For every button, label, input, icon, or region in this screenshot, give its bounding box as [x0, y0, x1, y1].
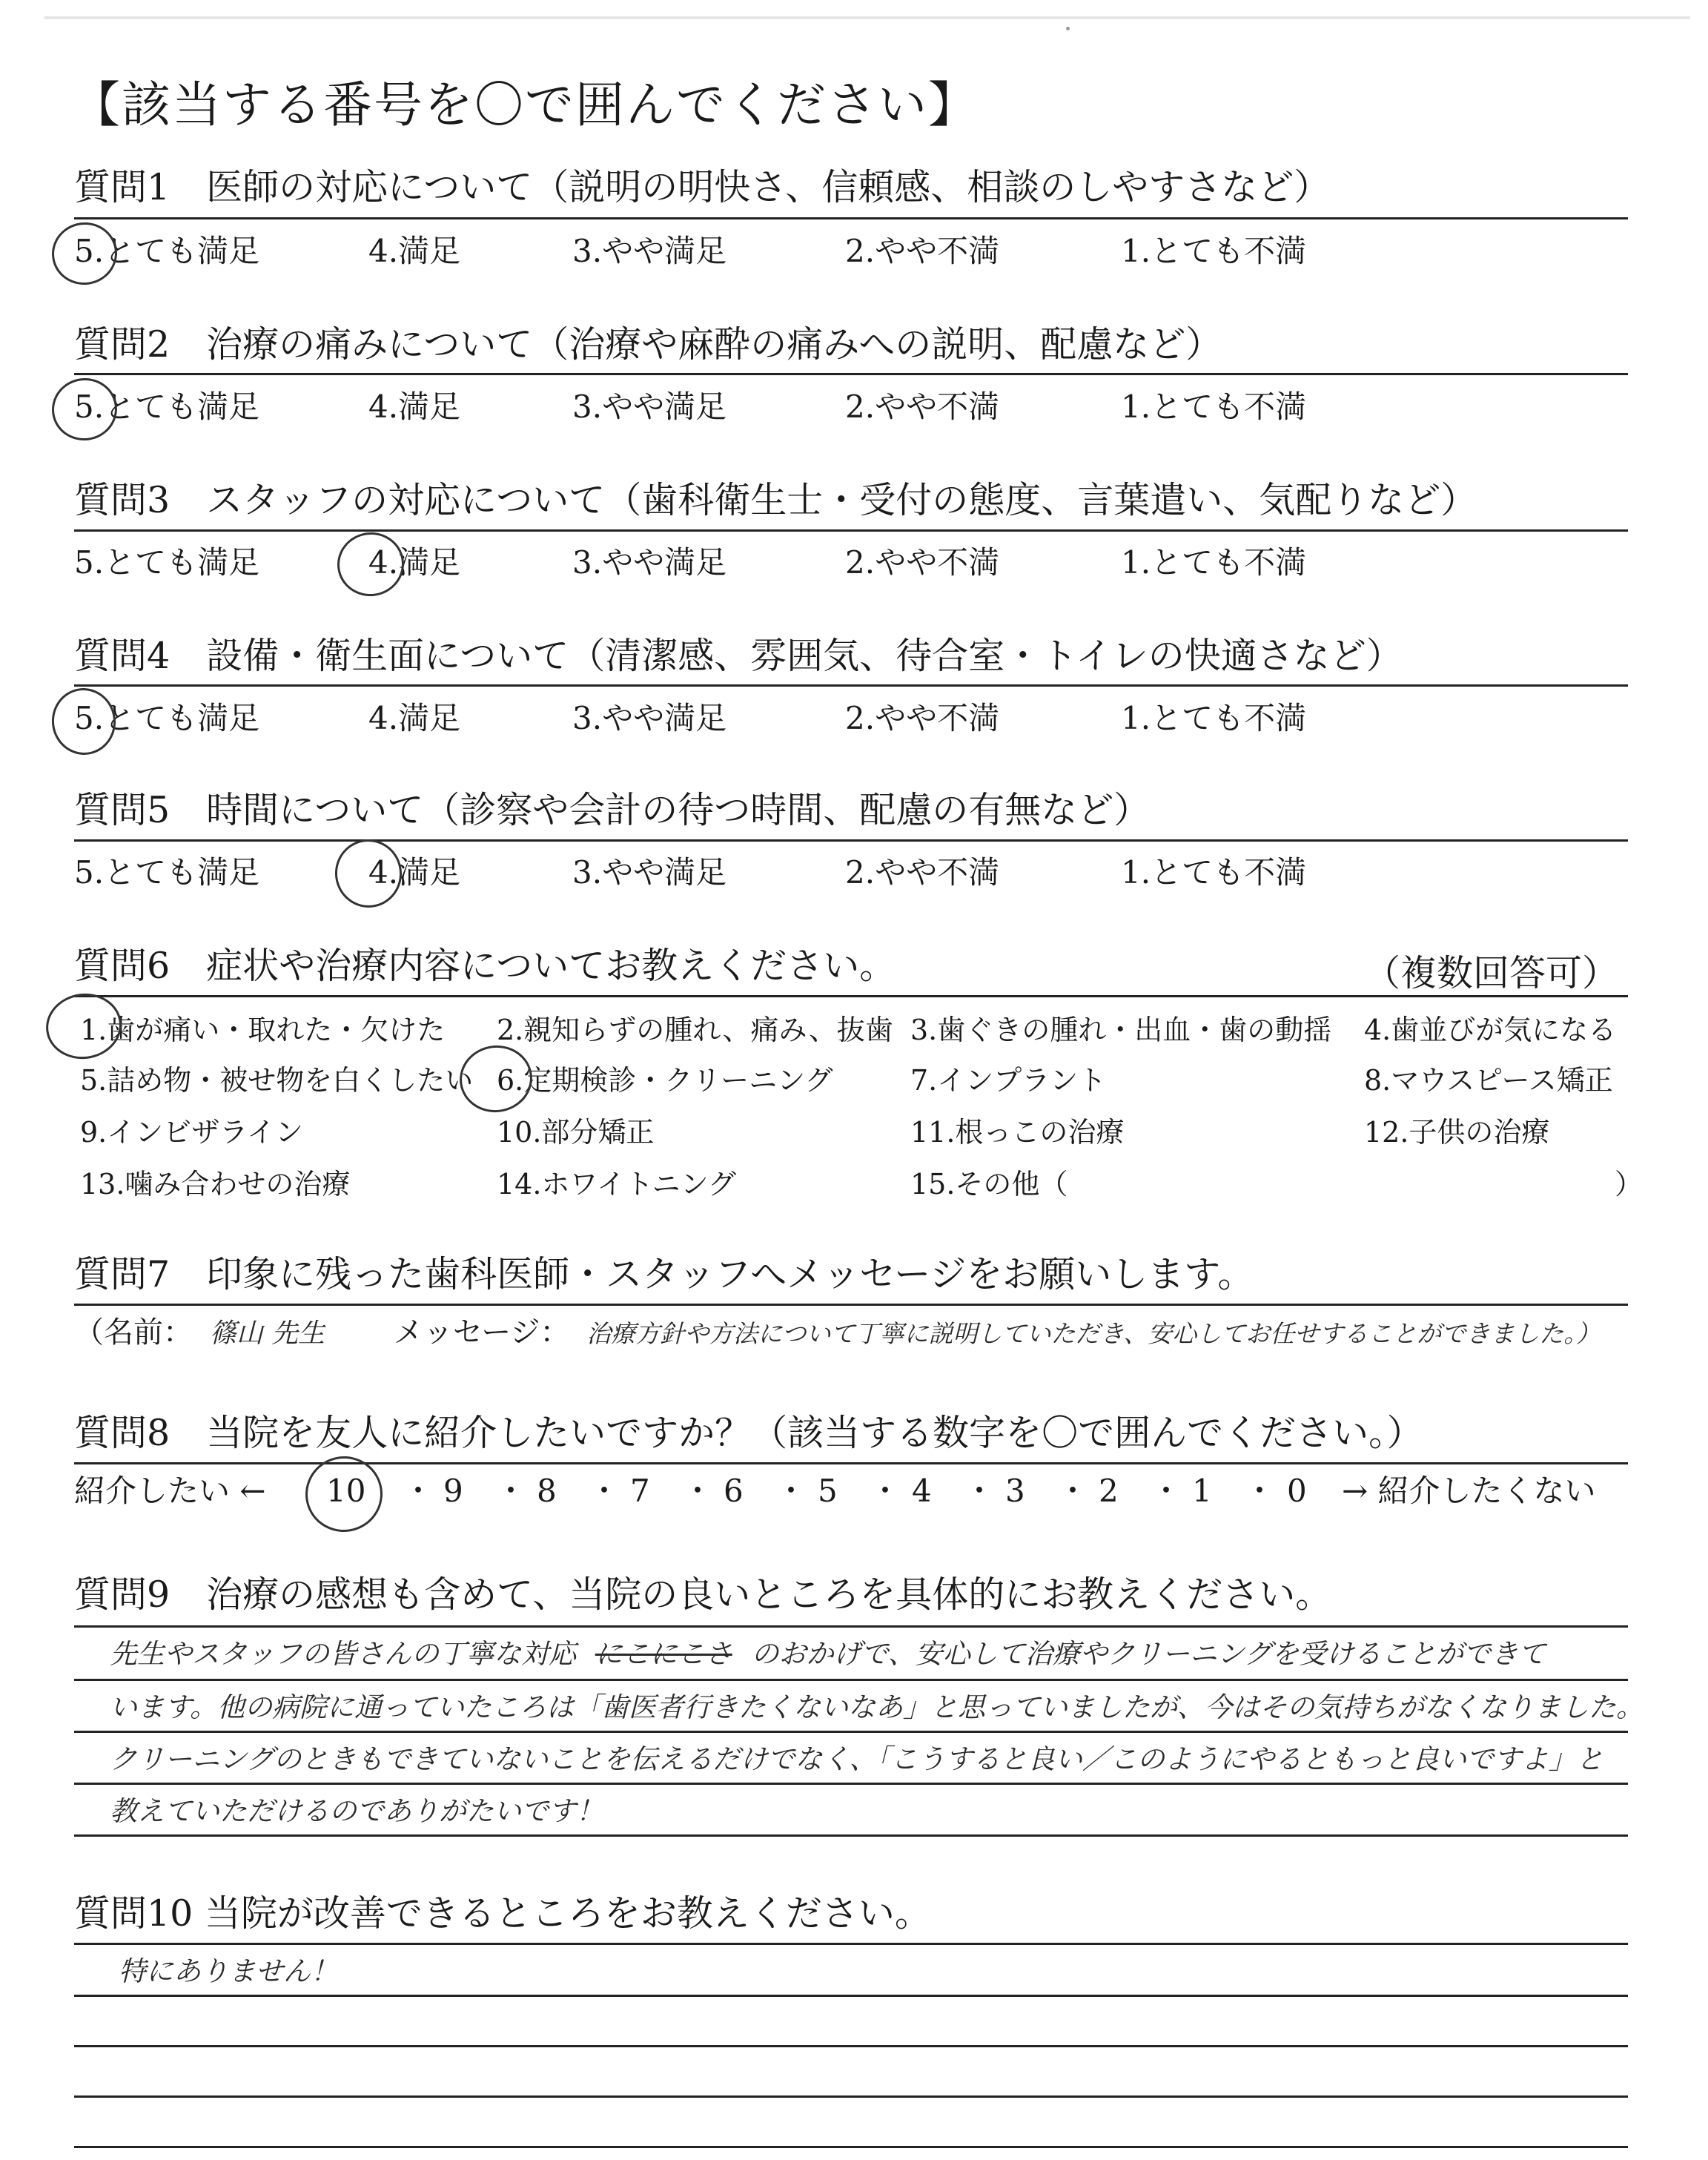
q2-option-1[interactable]: 1.とても不満 [1121, 389, 1307, 425]
question-4 [74, 635, 1638, 677]
q9-answer-line-2-text[interactable]: います。他の病院に通っていたころは「歯医者行きたくないなあ」と思っていましたが、今はその気持ちがなくなりました。 [110, 1691, 1644, 1723]
question-9-title: 質問9 治療の感想も含めて、当院の良いところを具体的にお教えください。 [74, 1573, 1332, 1616]
question-7 [74, 1253, 1638, 1295]
q4-option-2[interactable]: 2.やや不満 [845, 700, 1000, 736]
q1-option-2[interactable]: 2.やや不満 [845, 233, 1000, 269]
question-2 [74, 323, 1638, 366]
q8-sep: ・ [1244, 1473, 1276, 1509]
q1-option-4[interactable]: 4.満足 [368, 233, 461, 269]
q4-option-5[interactable]: 5.とても満足 [74, 700, 260, 736]
question-1 [74, 166, 1638, 208]
question-2-title: 質問2 治療の痛みについて（治療や麻酔の痛みへの説明、配慮など） [74, 323, 1222, 366]
q6-option-8[interactable]: 8.マウスピース矯正 [1364, 1064, 1613, 1097]
q8-left-label: 紹介したい ← [74, 1473, 266, 1509]
question-9 [74, 1573, 1638, 1616]
question-1-title: 質問1 医師の対応について（説明の明快さ、信頼感、相談のしやすさなど） [74, 166, 1331, 208]
question-2-rule [74, 373, 1628, 375]
q9-struck-text: にこにこさ [595, 1638, 732, 1670]
q10-answer-line-1 [74, 1995, 1628, 1997]
q5-selection-circle [331, 835, 406, 912]
q2-option-2[interactable]: 2.やや不満 [845, 389, 1000, 425]
question-8-rule [74, 1462, 1628, 1464]
q7-name-value[interactable]: 篠山 先生 [209, 1318, 325, 1349]
question-9-rule [74, 1625, 1628, 1628]
q2-option-5[interactable]: 5.とても満足 [74, 389, 260, 425]
q8-score-0[interactable]: 0 [1287, 1473, 1307, 1509]
q8-sep: ・ [589, 1473, 620, 1509]
multiple-answers-note: （複数回答可） [1364, 952, 1619, 994]
q6-selection-circle-1 [42, 988, 125, 1063]
q6-option-9[interactable]: 9.インビザライン [80, 1116, 304, 1149]
q7-message-value[interactable]: 治療方針や方法について丁寧に説明していただき、安心してお任せすることができました。） [586, 1319, 1601, 1348]
q4-option-4[interactable]: 4.満足 [368, 700, 461, 736]
q10-answer-line-4 [74, 2146, 1628, 2148]
q3-option-4[interactable]: 4.満足 [368, 544, 461, 581]
q1-option-5[interactable]: 5.とても満足 [74, 233, 260, 269]
q4-option-3[interactable]: 3.やや満足 [572, 700, 727, 736]
q8-sep: ・ [1057, 1473, 1089, 1509]
q2-option-3[interactable]: 3.やや満足 [572, 389, 727, 425]
q5-option-1[interactable]: 1.とても不満 [1121, 854, 1307, 891]
q8-score-1[interactable]: 1 [1192, 1473, 1212, 1509]
q1-option-3[interactable]: 3.やや満足 [572, 233, 727, 269]
q6-option-2[interactable]: 2.親知らずの腫れ、痛み、抜歯 [497, 1014, 893, 1046]
q10-answer-line-2 [74, 2045, 1628, 2047]
q9-answer-line-2 [74, 1731, 1628, 1733]
q6-option-4[interactable]: 4.歯並びが気になる [1364, 1014, 1617, 1046]
q8-right-label: → 紹介したくない [1342, 1473, 1596, 1509]
q6-option-1[interactable]: 1.歯が痛い・取れた・欠けた [80, 1014, 446, 1046]
q8-score-10[interactable]: 10 [326, 1473, 366, 1509]
question-7-title: 質問7 印象に残った歯科医師・スタッフへメッセージをお願いします。 [74, 1253, 1254, 1295]
question-10-rule [74, 1943, 1628, 1945]
scan-top-edge [44, 16, 1690, 19]
question-3 [74, 479, 1638, 521]
q2-option-4[interactable]: 4.満足 [368, 389, 461, 425]
question-6-rule [74, 995, 1628, 997]
q8-sep: ・ [495, 1473, 527, 1509]
question-10-title: 質問10 当院が改善できるところをお教えください。 [74, 1892, 931, 1935]
question-5-title: 質問5 時間について（診察や会計の待つ時間、配慮の有無など） [74, 789, 1151, 831]
q3-option-3[interactable]: 3.やや満足 [572, 544, 727, 581]
q6-selection-circle-6 [455, 1041, 537, 1117]
q9-text-part-1: 先生やスタッフの皆さんの丁寧な対応 [110, 1638, 576, 1670]
q1-option-1[interactable]: 1.とても不満 [1121, 233, 1307, 269]
q4-option-1[interactable]: 1.とても不満 [1121, 700, 1307, 736]
question-3-rule [74, 529, 1628, 532]
scan-speck [1066, 27, 1070, 30]
q1-selection-circle [48, 218, 122, 288]
q9-answer-line-1-text[interactable] [110, 1640, 1546, 1668]
q8-score-3[interactable]: 3 [1005, 1473, 1025, 1509]
question-5 [74, 789, 1638, 831]
question-4-rule [74, 684, 1628, 687]
q6-option-5[interactable]: 5.詰め物・被せ物を白くしたい [80, 1064, 474, 1097]
q8-sep: ・ [775, 1473, 807, 1509]
q8-score-2[interactable]: 2 [1099, 1473, 1119, 1509]
q6-option-6[interactable]: 6.定期検診・クリーニング [497, 1064, 833, 1097]
q6-option-3[interactable]: 3.歯ぐきの腫れ・出血・歯の動揺 [910, 1014, 1332, 1046]
q5-option-3[interactable]: 3.やや満足 [572, 854, 727, 891]
question-7-rule [74, 1304, 1628, 1306]
q4-selection-circle [47, 684, 120, 759]
q7-message-label: メッセージ： [393, 1315, 570, 1350]
q6-option-15[interactable]: 15.その他（ [910, 1168, 1068, 1200]
q9-answer-line-3 [74, 1783, 1628, 1785]
question-8 [74, 1412, 1638, 1454]
q7-response-line [74, 1315, 1601, 1350]
q10-answer-line-3 [74, 2095, 1628, 2098]
q5-option-4[interactable]: 4.満足 [368, 854, 461, 891]
q3-option-5[interactable]: 5.とても満足 [74, 544, 260, 581]
q7-name-label: （名前： [74, 1315, 193, 1350]
q8-sep: ・ [682, 1473, 714, 1509]
q8-score-4[interactable]: 4 [912, 1473, 932, 1509]
q6-option-11[interactable]: 11.根っこの治療 [910, 1116, 1125, 1149]
q3-option-2[interactable]: 2.やや不満 [845, 544, 1000, 581]
q6-option-14[interactable]: 14.ホワイトニング [497, 1168, 737, 1200]
question-8-title: 質問8 当院を友人に紹介したいですか？（該当する数字を〇で囲んでください。） [74, 1412, 1423, 1454]
q5-option-5[interactable]: 5.とても満足 [74, 854, 260, 891]
q8-score-6[interactable]: 6 [724, 1473, 744, 1509]
question-5-rule [74, 839, 1628, 842]
q6-option-13[interactable]: 13.噛み合わせの治療 [80, 1168, 351, 1200]
question-4-title: 質問4 設備・衛生面について（清潔感、雰囲気、待合室・トイレの快適さなど） [74, 635, 1403, 677]
q2-selection-circle [48, 374, 122, 444]
q6-option-12[interactable]: 12.子供の治療 [1364, 1116, 1550, 1149]
q8-score-5[interactable]: 5 [818, 1473, 838, 1509]
question-1-rule [74, 217, 1628, 219]
q8-score-8[interactable]: 8 [537, 1473, 557, 1509]
question-10 [74, 1892, 1638, 1935]
question-6-title: 質問6 症状や治療内容についてお教えください。 [74, 945, 896, 987]
q8-sep: ・ [403, 1473, 434, 1509]
q6-option-10[interactable]: 10.部分矯正 [497, 1116, 655, 1149]
q8-score-7[interactable]: 7 [630, 1473, 650, 1509]
q6-option-15-close-paren: ） [1615, 1168, 1644, 1200]
question-3-title: 質問3 スタッフの対応について（歯科衛生士・受付の態度、言葉遣い、気配りなど） [74, 479, 1477, 521]
q6-option-7[interactable]: 7.インプラント [910, 1064, 1107, 1097]
q9-text-part-2: のおかげで、安心して治療やクリーニングを受けることができて [751, 1638, 1546, 1670]
q8-score-9[interactable]: 9 [443, 1473, 463, 1509]
q3-option-1[interactable]: 1.とても不満 [1121, 544, 1307, 581]
q8-sep: ・ [1151, 1473, 1182, 1509]
q8-sep: ・ [964, 1473, 996, 1509]
page-heading: 【該当する番号を〇で囲んでください】 [71, 76, 979, 133]
q10-answer-text[interactable]: 特にありません！ [119, 1955, 338, 1987]
q5-option-2[interactable]: 2.やや不満 [845, 854, 1000, 891]
q9-answer-line-4 [74, 1834, 1628, 1837]
q3-selection-circle [333, 528, 408, 601]
q9-answer-line-4-text[interactable]: 教えていただけるのでありがたいです！ [110, 1795, 603, 1827]
q9-answer-line-1 [74, 1679, 1628, 1681]
q9-answer-line-3-text[interactable]: クリーニングのときもできていないことを伝えるだけでなく、「こうすると良い／このようにやるともっと良いですよ」と [110, 1743, 1604, 1775]
q8-sep: ・ [870, 1473, 901, 1509]
